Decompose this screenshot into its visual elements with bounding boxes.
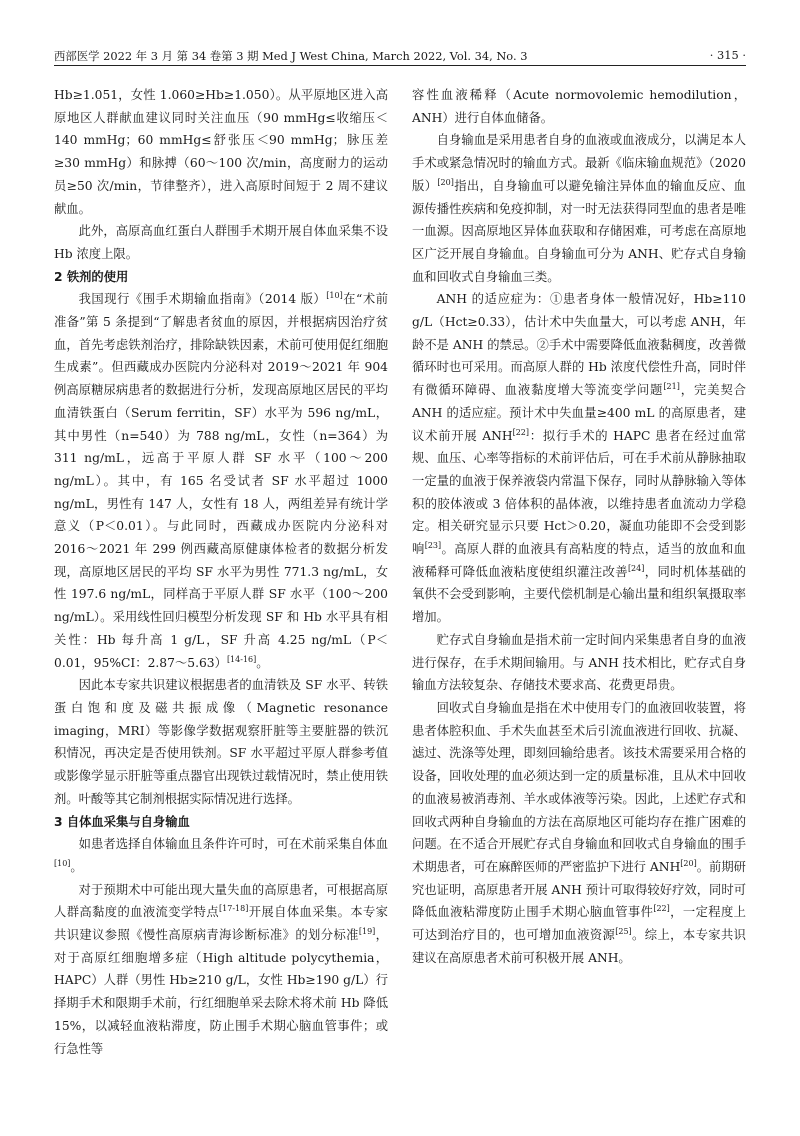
text-run: 回收式自身输血是指在术中使用专门的血液回收装置，将患者体腔积血、手术失血甚至术后引流血液进行回收、抗凝、滤过、洗涤等处理，即刻回输给患者。该技术需要采用合格的设备，回收处理的血必须达到一定的质量标准，且从术中回收的血液易被消毒剂、羊水或体液等污染。因此，上述贮存式和回收式两种自身输血的方法在高原地区可能均存在推广困难的问题。在不适合开展贮存式自身输血和回收式自身输血的围手术期患者，可在麻醉医师的严密监护下进行 ANH bbox=[412, 700, 746, 874]
paragraph bbox=[54, 288, 388, 674]
journal-citation: 西部医学 2022 年 3 月 第 34 卷第 3 期 Med J West China, March 2022, Vol. 34, No. 3 bbox=[54, 49, 528, 63]
citation-ref: [20] bbox=[680, 858, 697, 868]
text-run: ，对于高原红细胞增多症（High altitude polycythemia，HAPC）人群（男性 Hb≥210 g/L，女性 Hb≥190 g/L）行择期手术和限期手术前，行红细胞单采去除术将术前 Hb 降低 15%，以减轻血液粘滞度，防止围手术期心脑血管事件；或行急性等 bbox=[54, 928, 388, 1056]
citation-ref: [22] bbox=[512, 427, 529, 437]
text-run: ：拟行手术的 HAPC 患者在经过血常规、血压、心率等指标的术前评估后，可在手术前从静脉抽取一定量的血液于保养液袋内常温下保存，同时从静脉输入等体积的胶体液或 3 倍体积的晶体液，以维持患者血流动力学稳定。相关研究显示只要 Hct＞0.20，凝血功能即不会受到影响 bbox=[412, 428, 746, 557]
page-number: · 315 · bbox=[709, 48, 746, 62]
text-run: 。 bbox=[70, 859, 83, 874]
paragraph: Hb≥1.051，女性 1.060≥Hb≥1.050）。从平原地区进入高原地区人群献血建议同时关注血压（90 mmHg≤收缩压＜140 mmHg；60 mmHg≤舒张压＜90 mmHg；脉压差≥30 mmHg）和脉搏（60～100 次/min，高度耐力的运动员≥50 次/min，节律整齐），进入高原时间短于 2 周不建议献血。 bbox=[54, 88, 388, 216]
paragraph bbox=[412, 129, 746, 288]
text-run: ，一定程度上可达到治疗目的，也可增加血液资源 bbox=[412, 905, 746, 943]
running-header bbox=[54, 46, 746, 68]
text-run: 在“术前准备”第 5 条提到“了解患者贫血的原因，并根据病因治疗贫血，首先考虑铁剂治疗，排除缺铁因素，术前可使用促红细胞生成素”。但西藏成办医院内分泌科对 2019～2021 年 904 例高原糖尿病患者的数据进行分析，发现高原地区居民的平均血清铁蛋白（Serum ferritin，SF）水平为 596 ng/mL，其中男性（n=540）为 788 ng/mL，女性（n=364）为 311 ng/mL，远高于平原人群 SF 水平（100～200 ng/mL）。其中，有 165 名受试者 SF 水平超过 1000 ng/mL，男性有 147 人，女性有 18 人，两组差异有统计学意义（P＜0.01）。与此同时，西藏成办医院内分泌科对 2016～2021 年 299 例西藏高原健康体检者的数据分析发现，高原地区居民的平均 SF 水平为男性 771.3 ng/mL，女性 197.6 ng/mL，同样高于平原人群 SF 水平（100～200 ng/mL）。采用线性回归模型分析发现 SF 和 Hb 水平具有相关性：Hb 每升高 1 g/L，SF 升高 4.25 ng/mL（P＜0.01，95%CI：2.87～5.63） bbox=[54, 292, 388, 670]
text-run: 如患者选择自体输血且条件许可时，可在术前采集自体血 bbox=[78, 837, 388, 852]
right-column bbox=[412, 84, 746, 969]
paragraph bbox=[412, 288, 746, 629]
citation-ref: [25] bbox=[615, 926, 632, 936]
text-run: 开展自体血采集。本专家共识建议参照《慢性高原病青海诊断标准》的划分标准 bbox=[54, 905, 388, 943]
citation-ref: [10] bbox=[326, 291, 343, 301]
citation-ref: [20] bbox=[437, 177, 454, 187]
paragraph bbox=[412, 697, 746, 969]
text-run: ，同时机体基础的氧供不会受到影响，主要代偿机制是心输出量和组织氧摄取率增加。 bbox=[412, 564, 746, 625]
text-run: 对于预期术中可能出现大量失血的高原患者，可根据高原人群高黏度的血液流变学特点 bbox=[54, 882, 388, 920]
citation-ref: [17-18] bbox=[219, 904, 249, 914]
text-run: ANH 的适应症为：①患者身体一般情况好，Hb≥110 g/L（Hct≥0.33），估计术中失血量大，可以考虑 ANH，年龄不是 ANH 的禁忌。②手术中需要降低血液黏稠度，改善微循环时也可采用。而高原人群的 Hb 浓度代偿性升高，同时伴有微循环障碍、血液黏度增大等流变学问题 bbox=[412, 292, 746, 398]
section-heading: 3 自体血采集与自身输血 bbox=[54, 814, 190, 829]
text-run: 。 bbox=[256, 655, 269, 670]
citation-ref: [24] bbox=[627, 563, 645, 573]
citation-ref: [22] bbox=[653, 904, 670, 914]
left-column bbox=[54, 84, 388, 1060]
paragraph bbox=[54, 833, 388, 878]
citation-ref: [23] bbox=[424, 540, 442, 550]
text-run: 。前期研究也证明，高原患者开展 ANH 预计可取得较好疗效，同时可降低血液粘滞度防止围手术期心脑血管事件 bbox=[412, 859, 746, 920]
section-heading: 2 铁剂的使用 bbox=[54, 269, 129, 284]
text-run: 。高原人群的血液具有高粘度的特点，适当的放血和血液稀释可降低血液粘度使组织灌注改善 bbox=[412, 542, 746, 579]
paragraph: 因此本专家共识建议根据患者的血清铁及 SF 水平、转铁蛋白饱和度及磁共振成像（Magnetic resonance imaging，MRI）等影像学数据观察肝脏等主要脏器的铁沉积情况，再决定是否使用铁剂。SF 水平超过平原人群参考值或影像学显示肝脏等重点器官出现铁过载情况时，禁止使用铁剂。叶酸等其它制剂根据实际情况进行选择。 bbox=[54, 678, 388, 806]
header-rule bbox=[54, 65, 746, 66]
citation-ref: [21] bbox=[663, 382, 680, 392]
text-run: 我国现行《围手术期输血指南》（2014 版） bbox=[78, 292, 327, 307]
citation-ref: [10] bbox=[54, 858, 71, 868]
text-run: 指出，自身输血可以避免输注异体血的输血反应、血源传播性疾病和免疫抑制，对一时无法获得同型血的患者是唯一血源。因高原地区异体血获取和存储困难，可考虑在高原地区广泛开展自身输血。自身输血可分为 ANH、贮存式自身输血和回收式自身输血三类。 bbox=[412, 178, 746, 284]
paragraph: 容性血液稀释（Acute normovolemic hemodilution，ANH）进行自体血储备。 bbox=[412, 88, 746, 125]
text-run: 自身输血是采用患者自身的血液或血液成分，以满足本人手术或紧急情况时的输血方式。最新《临床输血规范》（2020 版） bbox=[412, 133, 746, 193]
paragraph bbox=[54, 879, 388, 1061]
citation-ref: [14-16] bbox=[226, 654, 257, 664]
paragraph: 此外，高原高血红蛋白人群围手术期开展自体血采集不设 Hb 浓度上限。 bbox=[54, 224, 388, 261]
paragraph: 贮存式自身输血是指术前一定时间内采集患者自身的血液进行保存，在手术期间输用。与 ANH 技术相比，贮存式自身输血方法较复杂、存储技术要求高、花费更昂贵。 bbox=[412, 632, 746, 693]
text-run: 。综上，本专家共识建议在高原患者术前可积极开展 ANH。 bbox=[412, 928, 746, 965]
citation-ref: [19] bbox=[358, 926, 376, 936]
text-run: ，完美契合 ANH 的适应症。预计术中失血量≥400 mL 的高原患者，建议术前开展 ANH bbox=[412, 383, 746, 443]
